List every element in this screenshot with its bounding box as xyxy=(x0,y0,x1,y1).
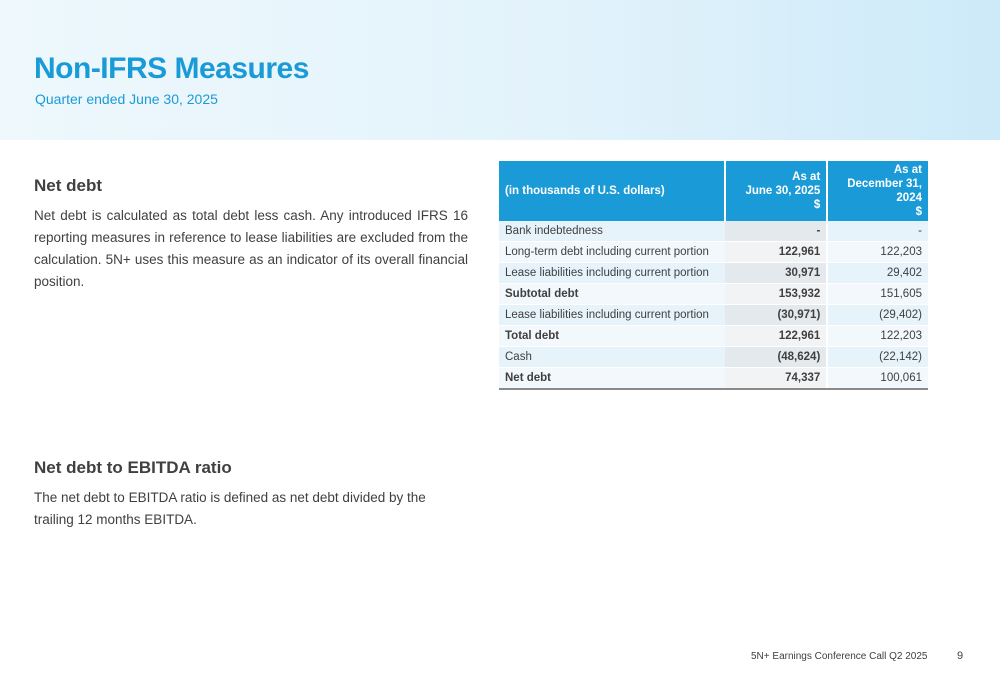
row-prior-value: 122,203 xyxy=(827,326,928,347)
footer-text: 5N+ Earnings Conference Call Q2 2025 xyxy=(751,651,928,662)
table-row xyxy=(499,368,928,390)
prior-col-unit: $ xyxy=(915,206,922,218)
table-header-label: (in thousands of U.S. dollars) xyxy=(499,161,725,221)
row-prior-value: (22,142) xyxy=(827,347,928,368)
row-current-value: 30,971 xyxy=(725,263,828,284)
table-row xyxy=(499,242,928,263)
row-label: Net debt xyxy=(499,368,725,390)
row-current-value: 122,961 xyxy=(725,326,828,347)
table-header-row xyxy=(499,161,928,221)
current-col-line2: June 30, 2025 xyxy=(745,185,821,197)
row-prior-value: 151,605 xyxy=(827,284,928,305)
row-current-value: 122,961 xyxy=(725,242,828,263)
row-label: Cash xyxy=(499,347,725,368)
row-current-value: 153,932 xyxy=(725,284,828,305)
row-prior-value: 29,402 xyxy=(827,263,928,284)
table-row xyxy=(499,284,928,305)
row-current-value: - xyxy=(725,221,828,242)
row-label: Bank indebtedness xyxy=(499,221,725,242)
table-row xyxy=(499,263,928,284)
table-row xyxy=(499,221,928,242)
ratio-description: The net debt to EBITDA ratio is defined as net debt divided by the trailing 12 months EBITDA. xyxy=(34,490,426,527)
row-current-value: 74,337 xyxy=(725,368,828,390)
row-label: Lease liabilities including current portion xyxy=(499,305,725,326)
row-current-value: (48,624) xyxy=(725,347,828,368)
table-row xyxy=(499,326,928,347)
net-debt-heading: Net debt xyxy=(34,176,102,195)
table-header-prior xyxy=(827,161,928,221)
row-label: Subtotal debt xyxy=(499,284,725,305)
row-prior-value: 122,203 xyxy=(827,242,928,263)
table-row xyxy=(499,347,928,368)
row-prior-value: - xyxy=(827,221,928,242)
row-prior-value: 100,061 xyxy=(827,368,928,390)
net-debt-table xyxy=(499,161,928,390)
table-header-current xyxy=(725,161,828,221)
row-label: Total debt xyxy=(499,326,725,347)
current-col-line1: As at xyxy=(792,171,821,183)
page-title: Non-IFRS Measures xyxy=(34,52,309,85)
ratio-heading: Net debt to EBITDA ratio xyxy=(34,458,232,477)
net-debt-description: Net debt is calculated as total debt less cash. Any introduced IFRS 16 reporting measures in reference to lease liabilities are excluded from the calculation. 5N+ uses this measure as an indicator of its overall financial position. xyxy=(34,208,468,289)
row-label: Long-term debt including current portion xyxy=(499,242,725,263)
prior-col-line2: December 31, 2024 xyxy=(847,178,922,204)
page-number: 9 xyxy=(957,650,964,662)
table-row xyxy=(499,305,928,326)
row-label: Lease liabilities including current portion xyxy=(499,263,725,284)
row-prior-value: (29,402) xyxy=(827,305,928,326)
row-current-value: (30,971) xyxy=(725,305,828,326)
prior-col-line1: As at xyxy=(893,164,922,176)
current-col-unit: $ xyxy=(813,199,821,211)
page-subtitle: Quarter ended June 30, 2025 xyxy=(35,91,218,107)
